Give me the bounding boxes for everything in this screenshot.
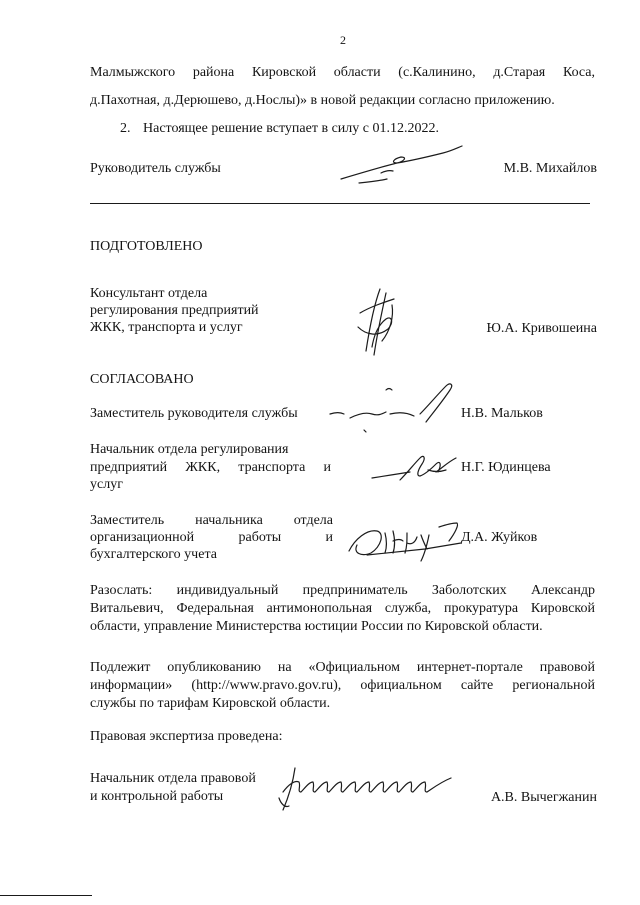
legal-review-statement: Правовая экспертиза проведена: <box>90 729 283 744</box>
prepared-heading: ПОДГОТОВЛЕНО <box>90 239 203 254</box>
agreed-heading: СОГЛАСОВАНО <box>90 372 194 387</box>
head-position: Руководитель службы <box>90 161 221 176</box>
dept-head-word: ЖКК, <box>185 460 221 475</box>
intro-word: района <box>192 65 235 80</box>
intro-word: Малмыжского <box>90 65 176 80</box>
deputy-dept-head-position-2 <box>90 531 333 545</box>
intro-word: (с.Калинино, <box>398 65 476 80</box>
dept-head-word: транспорта <box>238 460 306 475</box>
dept-head-name: Н.Г. Юдинцева <box>461 460 551 475</box>
deputy-dept-head-position-3: бухгалтерского учета <box>90 547 217 562</box>
dept-head-word: и <box>323 460 331 475</box>
dept-head-signature-image <box>370 450 465 490</box>
deputy-head-position: Заместитель руководителя службы <box>90 406 298 421</box>
item-2-number: 2. <box>120 121 131 136</box>
publication-line-1: Подлежит опубликованию на «Официальном интернет-портале правовой <box>90 660 595 675</box>
deputy-dept-head-word: начальника <box>195 513 263 528</box>
deputy-dept-head-word: организационной <box>90 530 195 545</box>
dept-head-position-3: услуг <box>90 477 123 492</box>
intro-word: Кировской <box>251 65 317 80</box>
separator-line <box>90 203 590 204</box>
deputy-dept-head-position-1 <box>90 514 333 528</box>
legal-review-position-1: Начальник отдела правовой <box>90 771 256 786</box>
intro-line-1 <box>90 66 595 80</box>
legal-review-signature-image <box>275 762 460 817</box>
dept-head-position-1: Начальник отдела регулирования <box>90 442 289 457</box>
page-number: 2 <box>340 33 346 47</box>
prepared-position-3: ЖКК, транспорта и услуг <box>90 320 243 335</box>
footnote-rule <box>0 895 92 896</box>
dept-head-word: предприятий <box>90 460 168 475</box>
deputy-dept-head-signature-image <box>345 515 465 565</box>
publication-line-2: информации» (http://www.pravo.gov.ru), официальном сайте региональной <box>90 678 595 693</box>
deputy-head-signature-image <box>328 378 458 438</box>
deputy-dept-head-name: Д.А. Жуйков <box>461 530 538 545</box>
head-signature-image <box>335 143 465 188</box>
intro-word: д.Старая <box>493 65 546 80</box>
prepared-signature-image <box>352 285 402 360</box>
legal-review-name: А.В. Вычегжанин <box>490 790 597 805</box>
prepared-position-1: Консультант отдела <box>90 286 208 301</box>
head-name: М.В. Михайлов <box>503 161 597 176</box>
prepared-name: Ю.А. Кривошеина <box>486 321 597 336</box>
distribution-line-3: области, управление Министерства юстиции России по Кировской области. <box>90 619 543 634</box>
intro-line-2: д.Пахотная, д.Дерюшево, д.Ноcлы)» в новой редакции согласно приложению. <box>90 93 555 108</box>
deputy-dept-head-word: и <box>325 530 333 545</box>
deputy-head-name: Н.В. Мальков <box>461 406 543 421</box>
deputy-dept-head-word: Заместитель <box>90 513 165 528</box>
distribution-line-1: Разослать: индивидуальный предприниматель Заболотских Александр <box>90 583 595 598</box>
intro-word: Коса, <box>562 65 596 80</box>
publication-line-3: службы по тарифам Кировской области. <box>90 696 331 711</box>
item-2-text: Настоящее решение вступает в силу с 01.12.2022. <box>143 121 439 136</box>
legal-review-position-2: и контрольной работы <box>90 789 224 804</box>
deputy-dept-head-word: отдела <box>293 513 334 528</box>
distribution-line-2: Витальевич, Федеральная антимонопольная служба, прокуратура Кировской <box>90 601 595 616</box>
deputy-dept-head-word: работы <box>238 530 282 545</box>
intro-word: области <box>333 65 381 80</box>
prepared-position-2: регулирования предприятий <box>90 303 259 318</box>
dept-head-position-2 <box>90 461 331 475</box>
